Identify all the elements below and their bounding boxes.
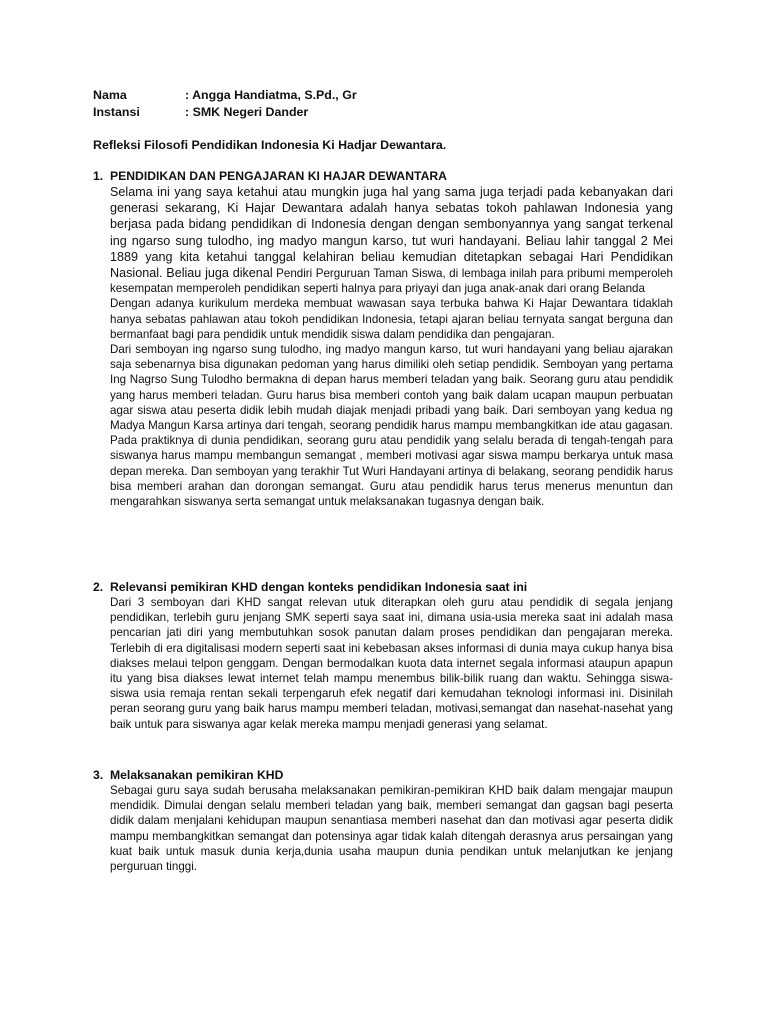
document-title: Refleksi Filosofi Pendidikan Indonesia Ki Hadjar Dewantara. — [93, 138, 447, 152]
section-2 — [93, 579, 673, 732]
section-1 — [93, 168, 673, 509]
section-1-paragraph-3: Dari semboyan ing ngarso sung tulodho, ing madyo mangun karso, tut wuri handayani yang beliau ajarakan saja sebenarnya bisa digunakan pedoman yang harus dimiliki oleh setiap pendidik. Semboyan yang pertama Ing Nagrso Sung Tulodho bermakna di depan harus memberi teladan yang baik. Seorang guru atau pendidik yang harus memberi teladan. Guru harus bisa memberi contoh yang baik dalam ucapan maupun perbuatan agar siswa atau peserta didik lebih mudah diajak menjadi pribadi yang baik. Dari semboyan yang kedua ng Madya Mangun Karsa artinya dari tengah, seorang pendidik harus mampu membangkitkan ide atau gagasan. Pada praktiknya di dunia pendidikan, seorang guru atau pendidik yang selalu berada di tengah-tengah para siswanya harus mampu membangun semangat , memberi motivasi agar siswa mampu berkarya untuk masa depan mereka. Dan semboyan yang terakhir Tut Wuri Handayani artinya di belakang, seorang pendidik harus bisa memberi arahan dan dorongan semangat. Guru atau pendidik harus terus menerus menuntun dan mengarahkan siswanya serta semangat untuk melaksanakan tugasnya dengan baik. — [110, 343, 673, 509]
section-1-body — [110, 184, 673, 509]
section-3-body — [110, 783, 673, 874]
section-1-intro-cont: Pendiri Perguruan Taman Siswa, di lembaga inilah para pribumi memperoleh kesempatan memperoleh pendidikan seperti halnya para priyayi dan juga anak-anak dari orang Belanda — [110, 267, 673, 296]
section-1-number: 1. — [93, 169, 104, 183]
header-block — [93, 87, 357, 121]
section-1-paragraph-2: Dengan adanya kurikulum merdeka membuat wawasan saya terbuka bahwa Ki Hajar Dewantara tidaklah hanya sebatas pahlawan atau tokoh pendidikan Indonesia, tetapi ajaran beliau ternyata sangat berguna dan bermanfaat bagi para pendidik untuk mendidik siswa dalam pendidika dan pengajaran. — [110, 297, 673, 341]
name-value: : Angga Handiatma, S.Pd., Gr — [185, 88, 357, 102]
institution-value: : SMK Negeri Dander — [185, 105, 309, 119]
section-2-paragraph-1: Dari 3 semboyan dari KHD sangat relevan utuk diterapkan oleh guru atau pendidik di segala jenjang pendidikan, terlebih guru jenjang SMK seperti saya saat ini, dimana usia-usia mereka saat ini adalah masa pencarian jati diri yang membutuhkan sosok panutan dalam proses pendidikan dan pengajaran mereka. Terlebih di era digitalisasi modern seperti saat ini kebebasan akses informasi di dunia maya cukup hanya bisa diakses melaui telpon genggam. Dengan bermodalkan kuota data internet segala informasi ataupun apapun itu yang bisa diakses lewat internet telah mampu menembus bilik-bilik ruang dan waktu. Sehingga siswa-siswa usia remaja rentan sekali terpengaruh efek negatif dari kemudahan teknologi informasi ini. Disinilah peran seorang guru yang baik harus mampu memberi teladan, motivasi,semangat dan nasehat-nasehat yang baik untuk para siswanya agar kelak mereka mampu menjadi generasi yang selamat. — [110, 596, 673, 731]
name-label: Nama — [93, 88, 127, 102]
section-3-number: 3. — [93, 768, 104, 782]
name-row — [93, 87, 357, 104]
section-3-paragraph-1: Sebagai guru saya sudah berusaha melaksanakan pemikiran-pemikiran KHD baik dalam mengajar maupun mendidik. Dimulai dengan selalu memberi teladan yang baik, memberi semangat dan gagsan bagi peserta didik dalam menjalani kehidupan maupun senantiasa memberi nasehat dan dan motivasi agar peserta didik mampu membangkitkan semangat dan potensinya agar tidak kalah ditengah derasnya arus persaingan yang kuat baik untuk masuk dunia kerja,dunia usaha maupun dunia pendikan untuk melanjutkan ke jenjang perguruan tinggi. — [110, 784, 673, 874]
section-1-heading-text: PENDIDIKAN DAN PENGAJARAN KI HAJAR DEWANTARA — [110, 169, 447, 183]
section-1-intro-paragraph — [110, 184, 673, 296]
section-2-heading — [93, 579, 673, 595]
section-2-number: 2. — [93, 580, 104, 594]
institution-label: Instansi — [93, 105, 140, 119]
section-3-heading — [93, 767, 673, 783]
institution-row — [93, 104, 357, 121]
section-3-heading-text: Melaksanakan pemikiran KHD — [110, 768, 284, 782]
section-2-heading-text: Relevansi pemikiran KHD dengan konteks pendidikan Indonesia saat ini — [110, 580, 528, 594]
section-1-intro: Selama ini yang saya ketahui atau mungkin juga hal yang sama juga terjadi pada kebanyakan dari generasi sekarang, Ki Hajar Dewantara adalah hanya sebatas tokoh pahlawan Indonesia yang berjasa pada bidang pendidikan di Indonesia dengan dengan sembonyannya yang sangat terkenal ing ngarso sung tulodho, ing madyo mangun karso, tut wuri handayani. Beliau lahir tanggal 2 Mei 1889 yang kita ketahui tanggal kelahiran beliau kemudian ditetapkan sebagai Hari Pendidikan Nasional. Beliau juga dikenal — [110, 185, 673, 281]
section-3 — [93, 767, 673, 874]
section-2-body — [110, 595, 673, 732]
section-1-heading — [93, 168, 673, 184]
